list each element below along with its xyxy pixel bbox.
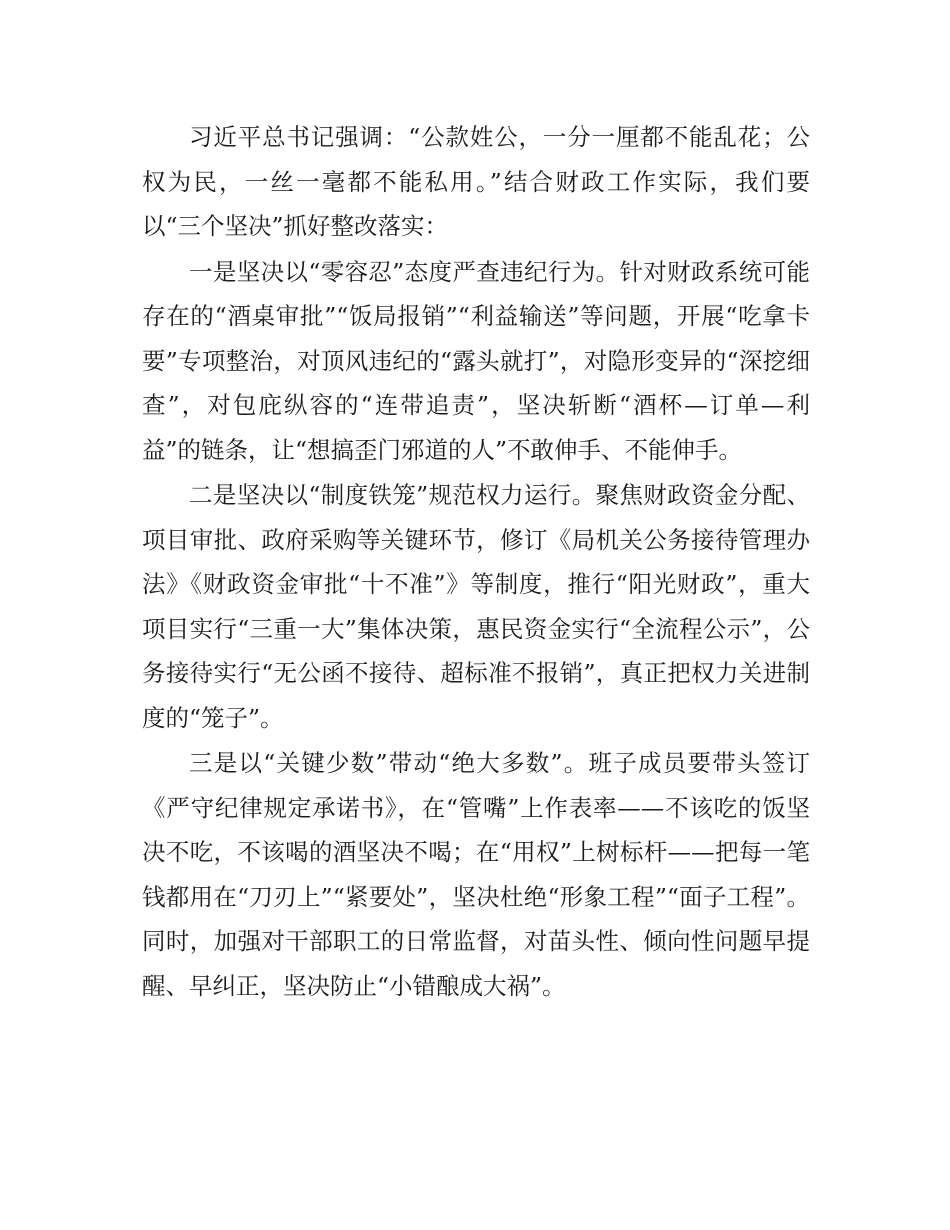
document-body xyxy=(142,115,810,1008)
paragraph-intro: 习近平总书记强调：“公款姓公，一分一厘都不能乱花；公权为民，一丝一毫都不能私用。”结合财政工作实际，我们要以“三个坚决”抓好整改落实： xyxy=(142,123,810,240)
paragraph-point-two: 二是坚决以“制度铁笼”规范权力运行。聚焦财政资金分配、项目审批、政府采购等关键环节，修订《局机关公务接待管理办法》《财政资金审批“十不准”》等制度，推行“阳光财政”，重大项目实行“三重一大”集体决策，惠民资金实行“全流程公示”，公务接待实行“无公函不接待、超标准不报销”，真正把权力关进制度的“笼子”。 xyxy=(142,481,810,732)
paragraph-point-three: 三是以“关键少数”带动“绝大多数”。班子成员要带头签订《严守纪律规定承诺书》，在“管嘴”上作表率——不该吃的饭坚决不吃，不该喝的酒坚决不喝；在“用权”上树标杆——把每一笔钱都用在“刀刃上”“紧要处”，坚决杜绝“形象工程”“面子工程”。同时，加强对干部职工的日常监督，对苗头性、倾向性问题早提醒、早纠正，坚决防止“小错酿成大祸”。 xyxy=(142,749,810,1000)
paragraph-point-one: 一是坚决以“零容忍”态度严查违纪行为。针对财政系统可能存在的“酒桌审批”“饭局报销”“利益输送”等问题，开展“吃拿卡要”专项整治，对顶风违纪的“露头就打”，对隐形变异的“深挖细查”，对包庇纵容的“连带追责”，坚决斩断“酒杯—订单—利益”的链条，让“想搞歪门邪道的人”不敢伸手、不能伸手。 xyxy=(142,257,810,464)
